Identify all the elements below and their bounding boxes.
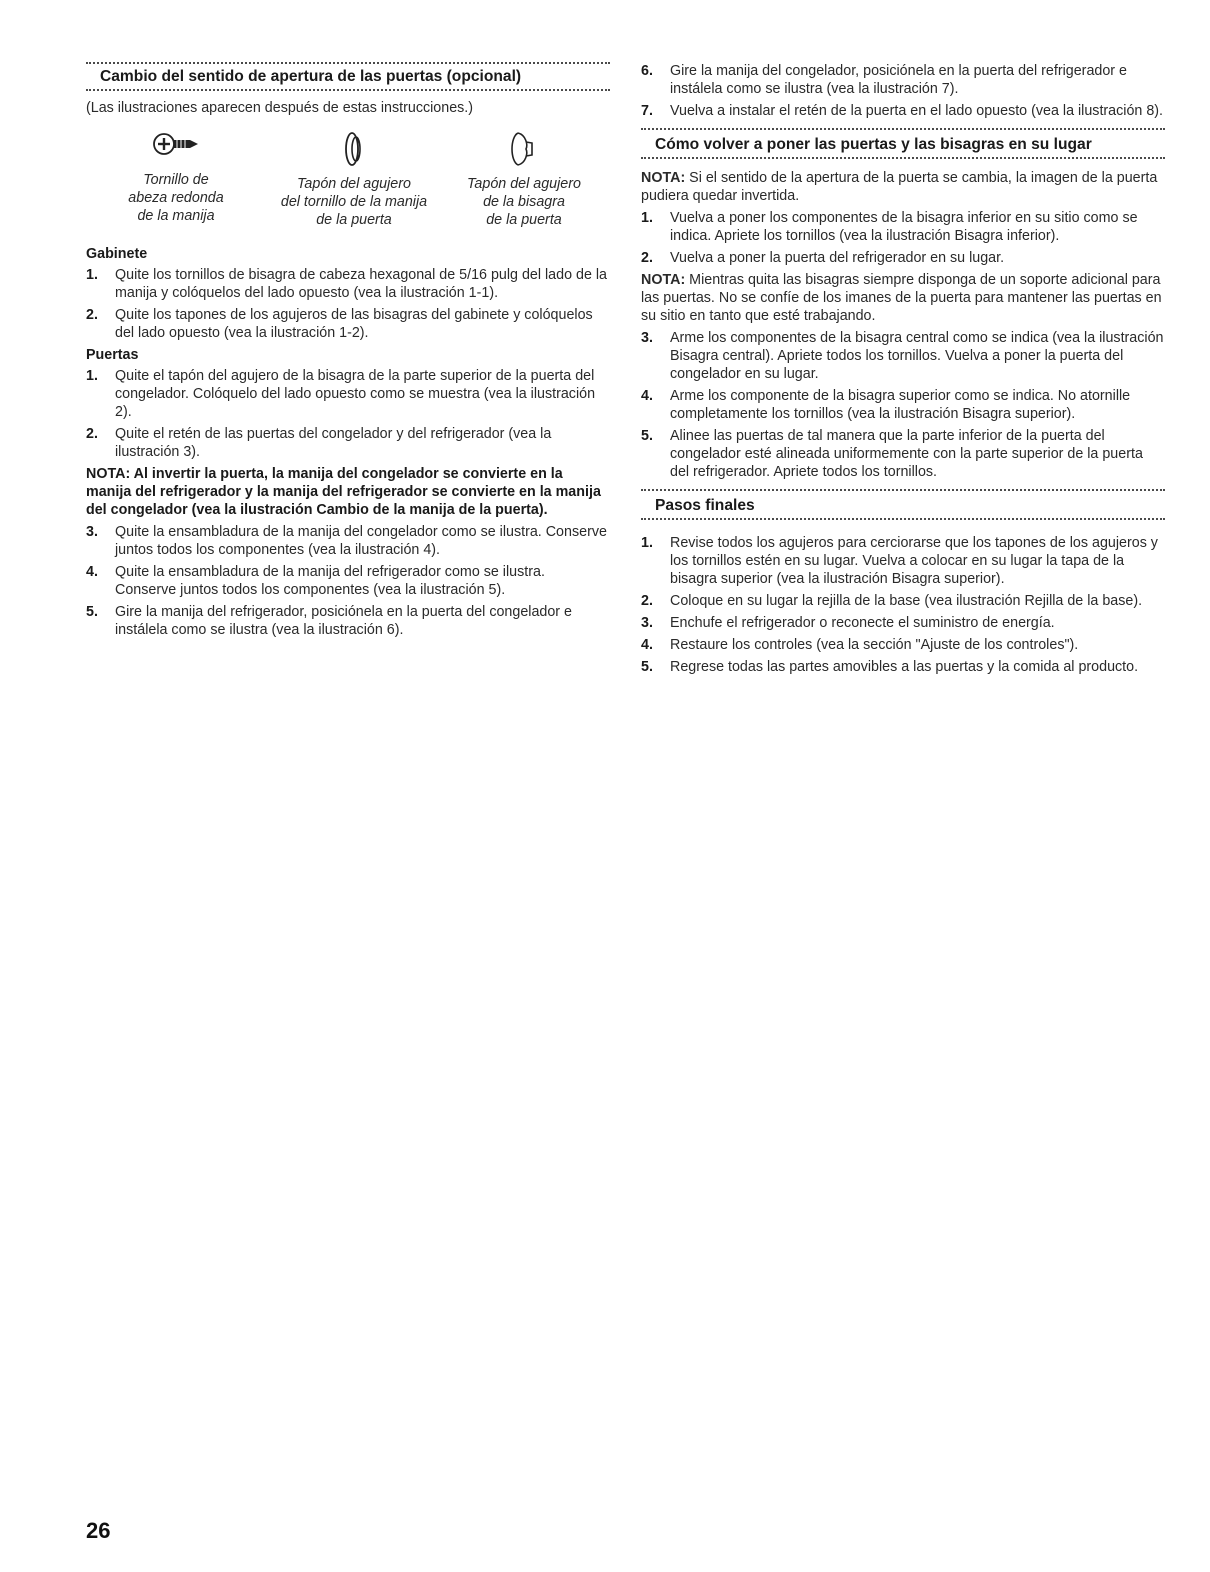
- step-text: Vuelva a poner los componentes de la bisagra inferior en su sitio como se indica. Apriete los tornillos (vea la ilustración Bisagra inferior).: [670, 210, 1138, 244]
- list-item: [86, 266, 610, 302]
- step-text: Vuelva a poner la puerta del refrigerador en su lugar.: [670, 250, 1005, 266]
- part-caption-line: Tapón del agujero: [467, 176, 581, 192]
- final-steps: [641, 534, 1165, 676]
- intro-text: (Las ilustraciones aparecen después de estas instrucciones.): [86, 100, 474, 116]
- section-bottom-rule: [86, 89, 610, 91]
- step-number: 4.: [641, 388, 653, 404]
- list-item: [641, 614, 1165, 632]
- step-text: Quite el retén de las puertas del congelador y del refrigerador (vea la ilustración 3).: [115, 426, 552, 460]
- part-caption-line: Tornillo de: [143, 172, 209, 188]
- section-title-door-swap: Cambio del sentido de apertura de las puertas (opcional): [100, 68, 522, 85]
- note-door-support: [641, 271, 1165, 325]
- step-text: Restaure los controles (vea la sección "Ajuste de los controles").: [670, 637, 1079, 653]
- note-handle-swap: NOTA: Al invertir la puerta, la manija del congelador se convierte en la manija del refrigerador y la manija del refrigerador se convierte en la manija del congelador (vea la ilustración Cambio de la manija de la puerta).: [86, 466, 601, 518]
- step-number: 1.: [641, 210, 653, 226]
- step-text: Alinee las puertas de tal manera que la parte inferior de la puerta del congelador esté alineada uniformemente con la parte superior de la puerta del refrigerador. Apriete todos los tornillos.: [670, 428, 1143, 480]
- list-item: [86, 306, 610, 342]
- step-number: 1.: [86, 368, 98, 384]
- list-item: [641, 636, 1165, 654]
- step-number: 2.: [641, 593, 653, 609]
- step-text: Arme los componente de la bisagra superior como se indica. No atornille completamente los tornillos (vea la ilustración Bisagra superior).: [670, 388, 1131, 422]
- list-item: [641, 329, 1165, 383]
- step-text: Quite la ensambladura de la manija del refrigerador como se ilustra. Conserve juntos todos los componentes (vea la ilustración 5).: [115, 564, 545, 598]
- list-item: [86, 563, 610, 599]
- part-round-head-screw: [86, 127, 266, 225]
- list-item: [86, 523, 610, 559]
- step-text: Quite los tapones de los agujeros de las bisagras del gabinete y colóquelos del lado opuesto (vea la ilustración 1-2).: [115, 307, 593, 341]
- puertas-steps-continued-right: [641, 62, 1165, 120]
- step-text: Coloque en su lugar la rejilla de la base (vea ilustración Rejilla de la base).: [670, 593, 1143, 609]
- step-number: 5.: [641, 428, 653, 444]
- step-text: Enchufe el refrigerador o reconecte el suministro de energía.: [670, 615, 1055, 631]
- step-number: 4.: [641, 637, 653, 653]
- section-title-final-steps: Pasos finales: [655, 497, 755, 514]
- step-text: Revise todos los agujeros para cerciorarse que los tapones de los agujeros y los tornillos estén en su lugar. Vuelva a colocar en su lugar la tapa de la bisagra superior (vea la ilustración Bisagra superior).: [670, 535, 1158, 587]
- round-head-screw-icon: [146, 127, 206, 161]
- hinge-hole-plug-icon: [504, 127, 544, 171]
- step-text: Quite el tapón del agujero de la bisagra de la parte superior de la puerta del congelador. Colóquelo del lado opuesto como se muestra (vea la ilustración 2).: [115, 368, 596, 420]
- puertas-heading: Puertas: [86, 347, 139, 363]
- list-item: [86, 367, 610, 421]
- gabinete-steps: [86, 266, 610, 342]
- section-bottom-rule: [641, 157, 1165, 159]
- list-item: [641, 658, 1165, 676]
- part-caption-line: abeza redonda: [128, 190, 224, 206]
- step-text: Gire la manija del refrigerador, posiciónela en la puerta del congelador e instálela como se ilustra (vea la ilustración 6).: [115, 604, 572, 638]
- step-text: Regrese todas las partes amovibles a las puertas y la comida al producto.: [670, 659, 1139, 675]
- part-hinge-hole-plug: [438, 127, 610, 229]
- gabinete-heading: Gabinete: [86, 246, 148, 262]
- parts-illustrations: [86, 127, 610, 239]
- step-text: Vuelva a instalar el retén de la puerta en el lado opuesto (vea la ilustración 8).: [670, 103, 1164, 119]
- step-number: 4.: [86, 564, 98, 580]
- note-text: Mientras quita las bisagras siempre disponga de un soporte adicional para las puertas. No se confíe de los imanes de la puerta para mantener las puertas en su sitio en tanto que esté trabajando.: [641, 272, 1162, 324]
- section-bottom-rule: [641, 518, 1165, 520]
- note-label: NOTA:: [641, 170, 686, 186]
- step-number: 2.: [641, 250, 653, 266]
- list-item: [641, 387, 1165, 423]
- list-item: [641, 209, 1165, 245]
- list-item: [641, 249, 1165, 267]
- step-number: 5.: [86, 604, 98, 620]
- part-handle-screw-plug: [254, 127, 454, 229]
- left-column: [86, 62, 610, 643]
- step-text: Gire la manija del congelador, posiciónela en la puerta del refrigerador e instálela como se ilustra (vea la ilustración 7).: [670, 63, 1127, 97]
- step-number: 7.: [641, 103, 653, 119]
- handle-screw-hole-plug-icon: [339, 127, 369, 171]
- step-number: 5.: [641, 659, 653, 675]
- list-item: [86, 425, 610, 461]
- step-number: 3.: [641, 615, 653, 631]
- step-number: 6.: [641, 63, 653, 79]
- list-item: [641, 592, 1165, 610]
- list-item: [641, 427, 1165, 481]
- step-number: 2.: [86, 307, 98, 323]
- part-caption-line: de la manija: [137, 208, 215, 224]
- reinstall-steps: [641, 209, 1165, 267]
- part-caption-line: del tornillo de la manija: [280, 194, 428, 210]
- puertas-steps-continued: [86, 523, 610, 639]
- list-item: [641, 102, 1165, 120]
- step-number: 1.: [641, 535, 653, 551]
- step-text: Arme los componentes de la bisagra central como se indica (vea la ilustración Bisagra central). Apriete todos los tornillos. Vuelva a poner la puerta del congelador en su lugar.: [670, 330, 1164, 382]
- list-item: [86, 603, 610, 639]
- page-number: 26: [86, 1518, 111, 1543]
- list-item: [641, 62, 1165, 98]
- reinstall-steps-continued: [641, 329, 1165, 481]
- step-number: 3.: [86, 524, 98, 540]
- part-caption-line: de la puerta: [316, 212, 392, 228]
- section-title-reinstall: Cómo volver a poner las puertas y las bisagras en su lugar: [655, 136, 1092, 153]
- note-label: NOTA:: [641, 272, 686, 288]
- step-number: 2.: [86, 426, 98, 442]
- right-column: [641, 62, 1165, 680]
- part-caption-line: de la bisagra: [483, 194, 565, 210]
- list-item: [641, 534, 1165, 588]
- step-text: Quite la ensambladura de la manija del congelador como se ilustra. Conserve juntos todos los componentes (vea la ilustración 4).: [115, 524, 607, 558]
- part-caption-line: de la puerta: [486, 212, 562, 228]
- note-door-image: [641, 169, 1165, 205]
- puertas-steps: [86, 367, 610, 461]
- note-text: Si el sentido de la apertura de la puerta se cambia, la imagen de la puerta pudiera quedar invertida.: [641, 170, 1158, 204]
- part-caption-line: Tapón del agujero: [297, 176, 411, 192]
- step-number: 1.: [86, 267, 98, 283]
- step-text: Quite los tornillos de bisagra de cabeza hexagonal de 5/16 pulg del lado de la manija y colóquelos del lado opuesto (vea la ilustración 1-1).: [115, 267, 608, 301]
- step-number: 3.: [641, 330, 653, 346]
